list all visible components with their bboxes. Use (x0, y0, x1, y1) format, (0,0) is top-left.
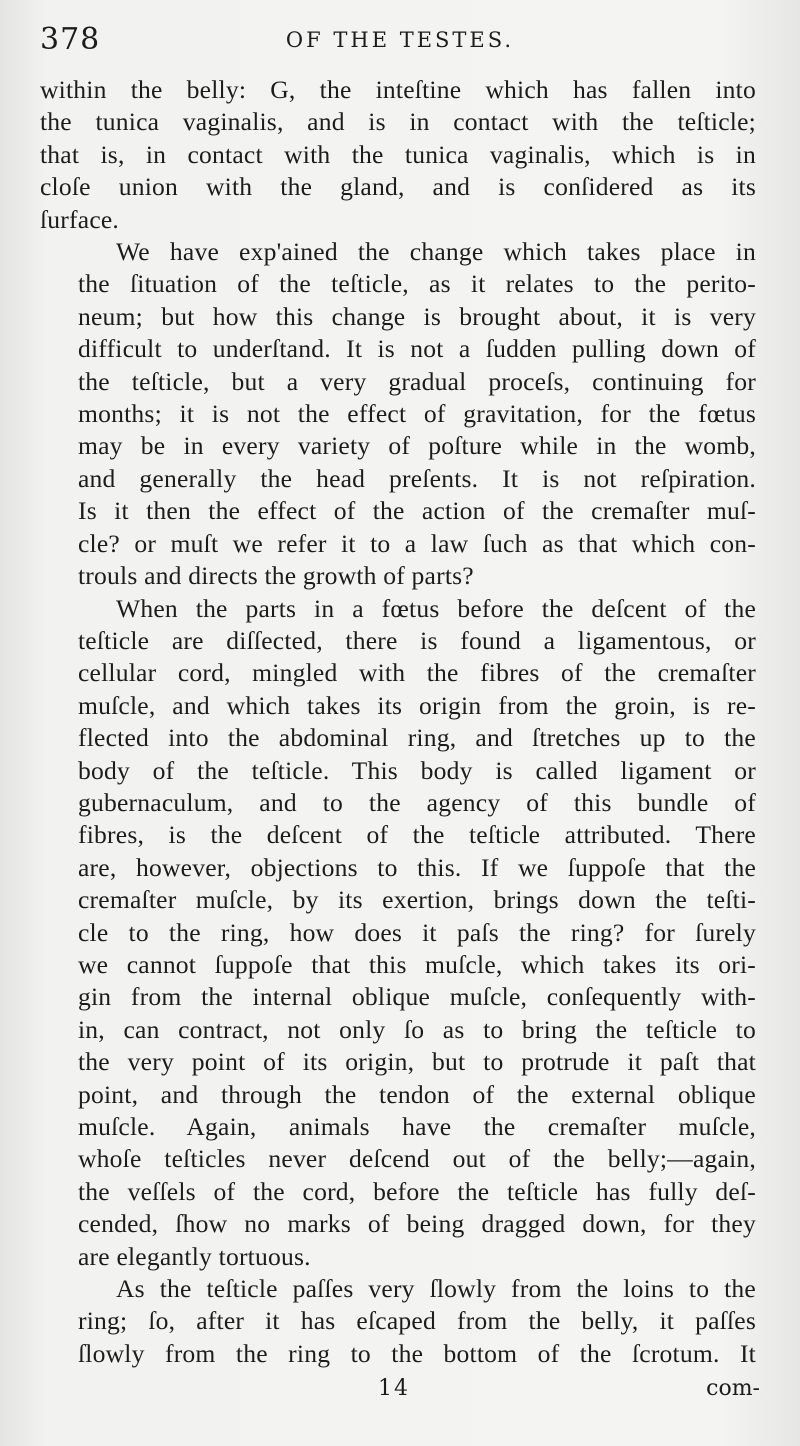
text-line: Is it then the effect of the action of the cremaſter muſ- (78, 496, 756, 526)
text-line: that is, in contact with the tunica vaginalis, which is in (40, 139, 756, 169)
text-line: cremaſter muſcle, by its exertion, brings down the teſti- (78, 885, 756, 915)
text-line: gin from the internal oblique muſcle, conſequently with- (78, 982, 756, 1012)
text-line: are, however, objections to this. If we ſuppoſe that the (78, 852, 756, 882)
text-line: the veſſels of the cord, before the teſticle has fully deſ- (78, 1176, 756, 1206)
text-line: cended, ſhow no marks of being dragged down, for they (78, 1209, 756, 1239)
text-line: muſcle. Again, animals have the cremaſter muſcle, (78, 1112, 756, 1141)
text-line: cloſe union with the gland, and is conſidered as its (40, 172, 756, 202)
body-text (40, 74, 756, 1370)
text-line: muſcle, and which takes its origin from the groin, is re- (78, 690, 756, 720)
text-line: cle to the ring, how does it paſs the ring? for ſurely (78, 917, 756, 947)
text-line: whoſe teſticles never deſcend out of the belly;—again, (78, 1144, 756, 1174)
paragraph (40, 593, 756, 1274)
text-line: When the parts in a fœtus before the deſcent of the (116, 593, 756, 623)
text-line: We have exp'ained the change which takes place in (116, 237, 756, 267)
page-footer (40, 1376, 760, 1416)
catchword: com- (706, 1376, 760, 1401)
text-line: cle? or muſt we refer it to a law ſuch as that which con- (78, 528, 756, 558)
paragraph (40, 1273, 756, 1370)
text-line: gubernaculum, and to the agency of this bundle of (78, 787, 756, 817)
text-line: the tunica vaginalis, and is in contact with the teſticle; (40, 107, 756, 137)
text-line: body of the teſticle. This body is called ligament or (78, 755, 756, 785)
paragraph (40, 74, 756, 236)
text-line: the teſticle, but a very gradual proceſs, continuing for (78, 366, 756, 396)
paragraph (40, 236, 756, 592)
text-line: may be in every variety of poſture while in the womb, (78, 431, 756, 461)
text-line: point, and through the tendon of the external oblique (78, 1079, 756, 1109)
signature-mark: 14 (378, 1376, 410, 1401)
text-line: neum; but how this change is brought about, it is very (78, 301, 756, 331)
running-head: OF THE TESTES. (285, 28, 515, 52)
text-line: ring; ſo, after it has eſcaped from the belly, it paſſes (78, 1306, 756, 1336)
text-line: ſurface. (40, 204, 120, 234)
text-line: the ſituation of the teſticle, as it relates to the perito- (78, 269, 756, 299)
text-line: flected into the abdominal ring, and ſtretches up to the (78, 723, 756, 753)
page-number: 378 (40, 22, 101, 57)
text-line: As the teſticle paſſes very ſlowly from the loins to the (116, 1274, 756, 1304)
text-line: months; it is not the effect of gravitation, for the fœtus (78, 399, 756, 429)
text-line: teſticle are diſſected, there is found a ligamentous, or (78, 625, 756, 655)
text-line: in, can contract, not only ſo as to bring the teſticle to (78, 1014, 756, 1044)
text-line: within the belly: G, the inteſtine which has fallen into (40, 75, 756, 104)
text-line: are elegantly tortuous. (78, 1241, 311, 1271)
text-line: ſlowly from the ring to the bottom of the ſcrotum. It (78, 1338, 756, 1368)
text-line: we cannot ſuppoſe that this muſcle, which takes its ori- (78, 949, 756, 979)
text-line: the very point of its origin, but to protrude it paſt that (78, 1047, 756, 1077)
text-line: and generally the head preſents. It is not reſpiration. (78, 463, 756, 493)
text-line: cellular cord, mingled with the fibres of the cremaſter (78, 658, 756, 688)
text-line: fibres, is the deſcent of the teſticle attributed. There (78, 820, 756, 850)
text-line: trouls and directs the growth of parts? (78, 561, 474, 591)
text-line: difficult to underſtand. It is not a ſudden pulling down of (78, 334, 756, 364)
page-header (40, 18, 760, 68)
